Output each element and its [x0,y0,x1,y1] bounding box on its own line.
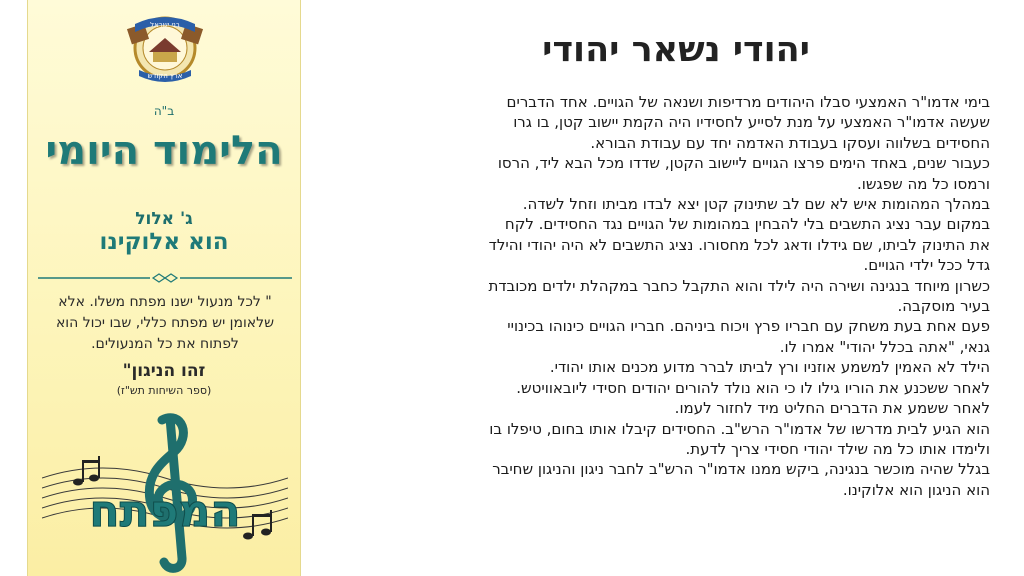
quote-headline: זהו הניגון" [122,361,206,381]
quote-source: (ספר השיחות תש"ז) [116,384,212,397]
article-line: גנאי, "אתה בכלל יהודי" אמרו לו. [779,337,990,356]
article-line: ורמסו כל מה שפגשו. [857,174,990,193]
article-line: שעשה אדמו"ר האמצעי על מנת לסייע לחסידיו היה הקמת יישוב קטן, בו גרו [513,113,990,132]
article-line: לאחר ששכנע את הוריו גילו לו כי הוא נולד להורים יהודים חסידי ליובאוויטש. [516,378,990,397]
article-line: הוא הגיע לבית מדרשו של אדמו"ר הרש"ב. החסידים קיבלו אותו בחום, טיפלו בו [489,419,990,438]
art-word: המפתח [89,486,241,537]
sidebar-panel [27,0,301,576]
article-line: גדל ככל ילדי הגויים. [863,256,990,275]
article-line: בגלל שהיה מוכשר בנגינה, ביקש ממנו אדמו"ר הרש"ב לחבר ניגון והניגון שחיבר [492,460,990,479]
article-title: יהודי נשאר יהודי [542,30,810,70]
article-line: כשרון מיוחד בנגינה ושירה היה לילד והוא התקבל כחבר במקהלת ילדים מכובדת [488,276,990,295]
article-line: בימי אדמו"ר האמצעי סבלו היהודים מרדיפות ושנאה של הגויים. אחד הדברים [506,93,990,111]
article-line: בעיר מוסקבה. [897,297,990,316]
article-body [326,92,990,500]
organization-logo [125,8,205,86]
logo-top-text: בני ישראל [150,21,180,29]
article-line: הוא הניגון הוא אלוקינו. [842,480,990,499]
article-line: החסידים בשלווה ועסקו בעבודת האדמה יחד עם עבודת הבורא. [590,133,990,152]
quote-text: " לכל מנעול ישנו מפתח משלו. אלא שלאומן יש מפתח כללי, שבו יכול הוא לפתוח את כל המנעולים. [55,294,275,352]
daily-study-title: הלימוד היומי [45,128,283,174]
article-line: לאחר ששמע את הדברים החליט מיד לחזור לעמו. [674,399,990,418]
article-line: ולימדו אותו כל מה שילד יהודי חסידי צריך לדעת. [685,439,990,458]
treble-clef-key-illustration [42,408,288,576]
article-line: כעבור שנים, באחד הימים פרצו הגויים ליישוב הקטן, שדדו מכל הבא ליד, הרסו [497,154,990,173]
bh-header: ב"ה [153,104,175,118]
niggun-name: הוא אלוקינו [99,229,229,255]
ornamental-divider [38,273,292,283]
article-line: הילד לא האמין למשמע אוזניו ורץ לביתו לברר מדוע מכנים אותו יהודי. [549,358,990,377]
article-line: במקום עבר נציג התשבים בלי להבחין במהומות של הגויים נגד החסידים. לקח [504,215,990,234]
article-line: את התינוק לביתו, שם גידלו ודאג לכל מחסורו. נציג התשבים לא היה יהודי והילד [488,235,990,254]
logo-bottom-text: ארץ הקודש [147,72,183,80]
article-line: במהלך המהומות איש לא שם לב שתינוק קטן יצא לבדו מביתו וזחל לשדה. [522,195,990,214]
article-line: פעם אחת בעת משחק עם חבריו פרץ ויכוח ביניהם. חבריו הגויים כינוהו בכינויי [507,317,990,336]
hebrew-date: ג' אלול [135,209,193,229]
